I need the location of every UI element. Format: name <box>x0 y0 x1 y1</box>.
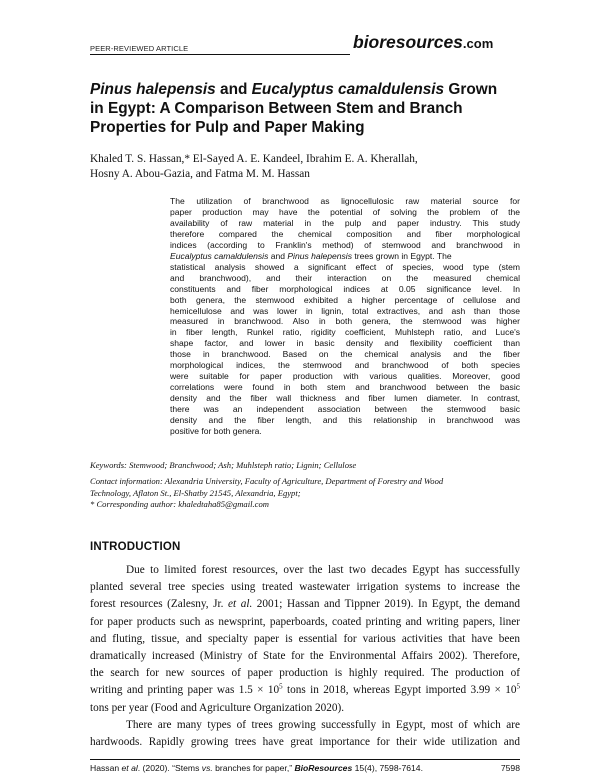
body-line: There are many types of trees growing successfully in Egypt, most of which are <box>126 718 520 731</box>
footer-rule <box>90 759 520 760</box>
abstract-line: availability of raw material in the pulp and paper industry. This study <box>170 217 520 228</box>
body-line: hardwoods. Rapidly growing trees have great importance for their wide utilization and <box>90 736 520 749</box>
abstract-line: hemicellulose and was lower in lignin, total extractives, and ash than those <box>170 305 520 316</box>
abstract-line: correlations were found in both stem and branchwood between the basic <box>170 382 520 393</box>
body-line: dramatically increased (Ministry of State for the Environmental Affairs 2002). Therefore, <box>90 650 520 663</box>
title-line-2: in Egypt: A Comparison Between Stem and Branch <box>90 100 463 117</box>
contact-line: Contact information: Alexandria University, Faculty of Agriculture, Department of Forestry and Wood <box>90 476 444 486</box>
abstract-line: and branchwood), and their interaction on the measured chemical <box>170 272 520 283</box>
body-line: and fluting, tissue, and specialty paper is essential for various activities that have been <box>90 632 520 645</box>
abstract-line: shape factor, and lower in basic density and flexibility coefficient than <box>170 338 520 349</box>
body-line: the search for new sources of paper production is highly required. The production of <box>90 667 520 680</box>
running-header-label: PEER-REVIEWED ARTICLE <box>90 44 189 53</box>
body-line: forest resources (Zalesny, Jr. et al. 2001; Hassan and Tippner 2019). In Egypt, the demand <box>90 598 520 611</box>
abstract-line: positive for both genera. <box>170 426 262 437</box>
body-line: writing and printing paper was $1.5 \times 10^5$ tons in 2018, whereas Egypt imported $3.99 \times 10^5$ <box>90 682 520 697</box>
body-line: planted several tree species using treated wastewater irrigation systems to increase the <box>90 581 520 594</box>
abstract-line: density and the fiber length, and this relationship in branchwood was <box>170 415 520 426</box>
footer-citation: Hassan et al. (2020). “Stems vs. branches for paper,” BioResources 15(4), 7598-7614. 7598 <box>90 763 520 773</box>
journal-brand <box>353 32 493 53</box>
abstract-line: indices (according to Franklin's method) of stemwood and branchwood in <box>170 239 520 250</box>
brand-name: bioresources <box>353 32 463 52</box>
abstract-line: therefore compared the chemical composition and fiber morphological <box>170 228 520 239</box>
abstract-line: measured in branchwood. Also in both genera, the stemwood was higher <box>170 316 520 327</box>
page-number: 7598 <box>500 763 520 773</box>
abstract-line: statistical analysis showed a significant effect of species, wood type (stem <box>170 261 520 272</box>
header-rule <box>90 54 350 55</box>
section-heading-introduction: INTRODUCTION <box>90 541 181 553</box>
introduction-body <box>90 562 520 751</box>
abstract-line: were suitable for paper production with various qualities. Moreover, good <box>170 371 520 382</box>
authors-line-1: Khaled T. S. Hassan,* El-Sayed A. E. Kandeel, Ibrahim E. A. Kherallah, <box>90 153 418 165</box>
abstract-line: in fiber length, Runkel ratio, rigidity coefficient, Muhlsteph ratio, and Luce's <box>170 327 520 338</box>
abstract-line: morphological indices, the stemwood and branchwood of both species <box>170 360 520 371</box>
abstract-line: paper production may have the potential of solving the problem of the <box>170 206 520 217</box>
keywords: Keywords: Stemwood; Branchwood; Ash; Muhlsteph ratio; Lignin; Cellulose <box>90 460 357 470</box>
title-line-1: Pinus halepensis and Eucalyptus camaldulensis Grown <box>90 81 498 98</box>
abstract <box>170 196 520 437</box>
article-title <box>90 80 520 137</box>
author-list <box>90 152 520 182</box>
abstract-line: constituents and fiber morphological indices at 0.05 significance level. In <box>170 283 520 294</box>
contact-information <box>90 476 520 511</box>
abstract-line: The utilization of branchwood as lignocellulosic raw material source for <box>170 196 520 206</box>
title-line-3: Properties for Pulp and Paper Making <box>90 119 365 136</box>
abstract-line: those in branchwood. Based on the chemical analysis and the fiber <box>170 349 520 360</box>
body-line: Due to limited forest resources, over the last two decades Egypt has successfully <box>126 564 520 576</box>
abstract-line: Eucalyptus camaldulensis and Pinus halepensis trees grown in Egypt. The <box>170 250 452 261</box>
contact-line: Technology, Aflaton St., El-Shatby 21545, Alexandria, Egypt; <box>90 487 301 498</box>
authors-line-2: Hosny A. Abou-Gazia, and Fatma M. M. Hassan <box>90 168 310 180</box>
abstract-line: there was an independent association between the stemwood basic <box>170 404 520 415</box>
body-line: for paper products such as newsprint, paperboards, coated printing and writing papers, liner <box>90 615 520 628</box>
abstract-line: both genera, the stemwood exhibited a higher percentage of cellulose and <box>170 294 520 305</box>
abstract-line: density and the fiber wall thickness and fiber lumen diameter. In contrast, <box>170 393 520 404</box>
body-line: tons per year (Food and Agriculture Organization 2020). <box>90 701 345 714</box>
corresponding-author: * Corresponding author: khaledtaha85@gmail.com <box>90 499 269 509</box>
brand-suffix: .com <box>462 36 494 51</box>
